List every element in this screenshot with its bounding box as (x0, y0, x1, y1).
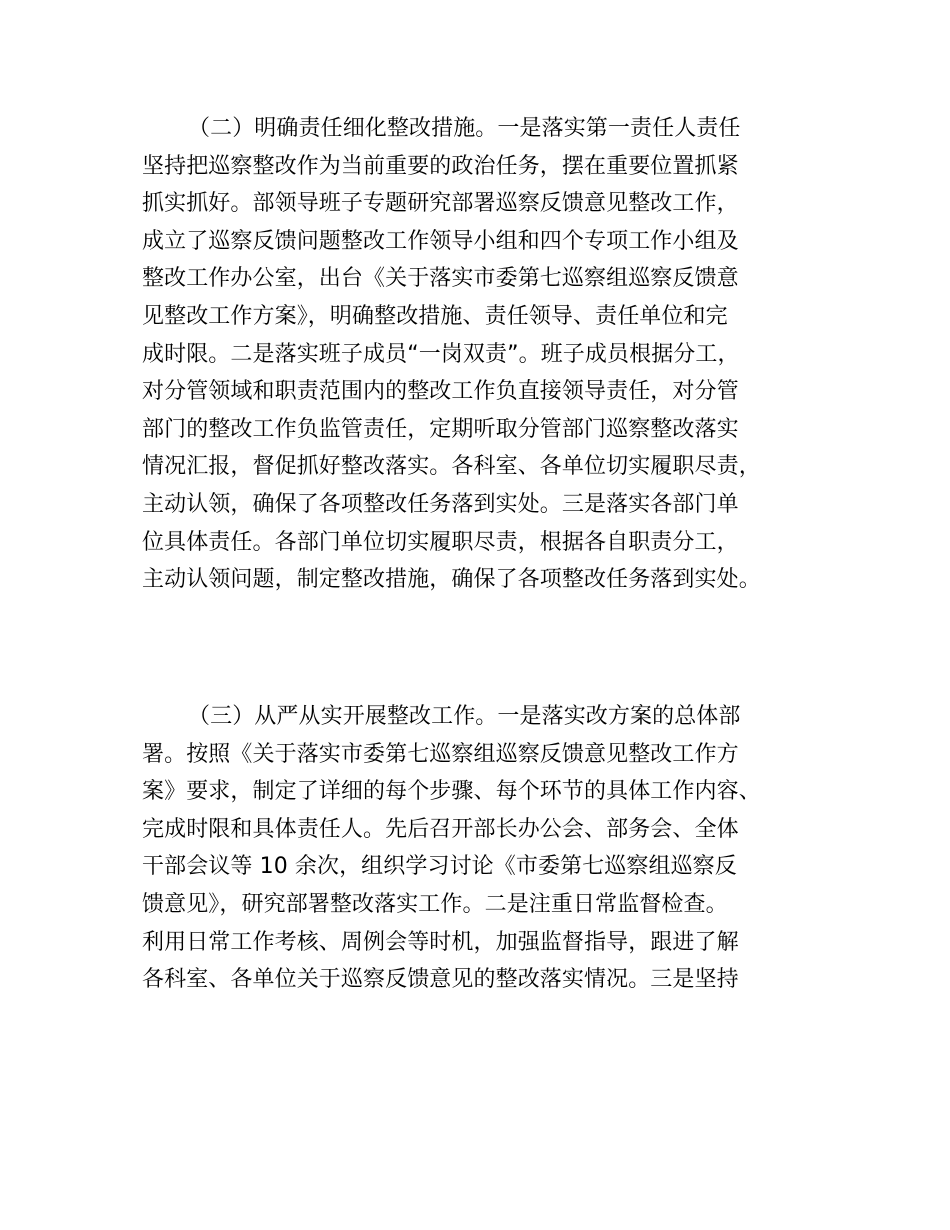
paragraph-line: （二）明确责任细化整改措施。一是落实第一责任人责任 (188, 116, 741, 141)
paragraph-line: 主动认领问题，制定整改措施，确保了各项整改任务落到实处。 (142, 567, 761, 593)
paragraph-line: 见整改工作方案》，明确整改措施、责任领导、责任单位和完 (142, 303, 728, 329)
paragraph-line: 主动认领，确保了各项整改任务落到实处。三是落实各部门单 (142, 491, 739, 517)
paragraph-line: 部门的整改工作负监管责任，定期听取分管部门巡察整改落实 (142, 416, 739, 442)
paragraph-line: 成时限。二是落实班子成员“一岗双责”。班子成员根据分工， (142, 341, 740, 367)
paragraph-line: 各科室、各单位关于巡察反馈意见的整改落实情况。三是坚持 (142, 967, 739, 993)
paragraph-line: 位具体责任。各部门单位切实履职尽责，根据各自职责分工， (142, 529, 739, 555)
paragraph-line: 成立了巡察反馈问题整改工作领导小组和四个专项工作小组及 (142, 228, 739, 254)
paragraph-line: 抓实抓好。部领导班子专题研究部署巡察反馈意见整改工作， (142, 191, 739, 217)
paragraph-line: 利用日常工作考核、周例会等时机，加强监督指导，跟进了解 (142, 929, 739, 955)
paragraph-line: 坚持把巡察整改作为当前重要的政治任务，摆在重要位置抓紧 (142, 153, 739, 179)
paragraph-line: 情况汇报，督促抓好整改落实。各科室、各单位切实履职尽责， (142, 454, 761, 480)
paragraph-responsibility-measures (142, 110, 842, 599)
paragraph-line: 完成时限和具体责任人。先后召开部长办公会、部务会、全体 (142, 816, 739, 842)
paragraph-line: 对分管领域和职责范围内的整改工作负直接领导责任，对分管 (142, 379, 739, 405)
paragraph-line: 干部会议等 10 余次，组织学习讨论《市委第七巡察组巡察反 (142, 854, 737, 880)
paragraph-line: 署。按照《关于落实市委第七巡察组巡察反馈意见整改工作方 (142, 741, 739, 767)
paragraph-rectification-work (142, 698, 842, 999)
paragraph-line: 馈意见》，研究部署整改落实工作。二是注重日常监督检查。 (142, 891, 728, 917)
paragraph-line: 案》要求，制定了详细的每个步骤、每个环节的具体工作内容、 (142, 779, 761, 805)
paragraph-line: 整改工作办公室，出台《关于落实市委第七巡察组巡察反馈意 (142, 266, 739, 292)
paragraph-line: （三）从严从实开展整改工作。一是落实改方案的总体部 (188, 704, 741, 729)
